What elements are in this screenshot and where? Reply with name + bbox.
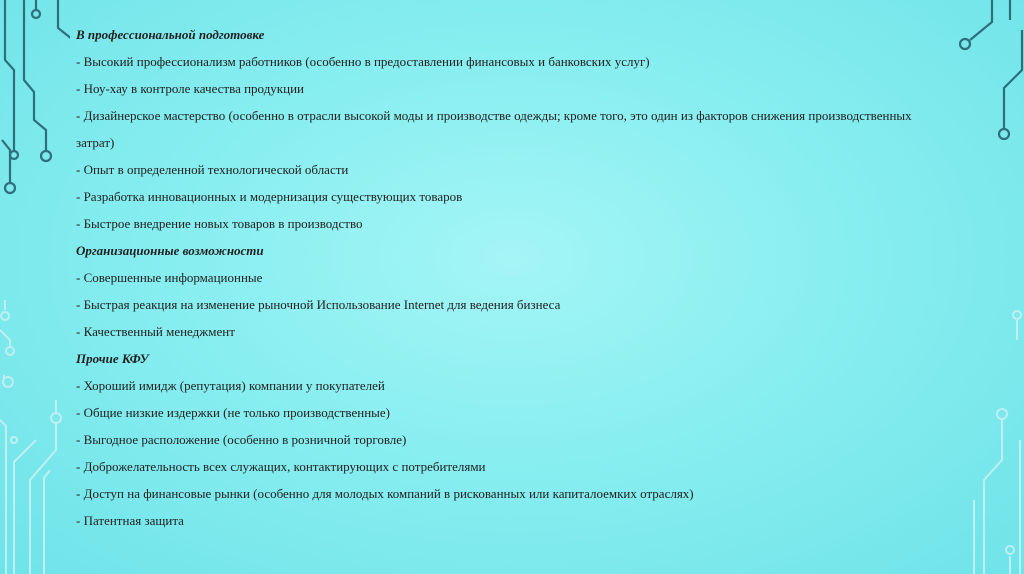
list-item: - Общие низкие издержки (не только производственные)	[76, 405, 390, 420]
circuit-decoration-right-icon	[954, 0, 1024, 574]
list-item: - Быстрая реакция на изменение рыночной Использование Internet для ведения бизнеса	[76, 297, 561, 312]
circuit-decoration-left-icon	[0, 0, 70, 574]
list-item: - Опыт в определенной технологической области	[76, 162, 349, 177]
slide-text-body	[76, 21, 936, 534]
list-item: - Качественный менеджмент	[76, 324, 235, 339]
list-item: - Разработка инновационных и модернизация существующих товаров	[76, 189, 463, 204]
section-heading-other: Прочие КФУ	[76, 351, 149, 366]
list-item: - Хороший имидж (репутация) компании у покупателей	[76, 378, 385, 393]
list-item: - Ноу-хау в контроле качества продукции	[76, 81, 304, 96]
list-item: - Дизайнерское мастерство (особенно в отрасли высокой моды и производстве одежды; кроме того, это один из факторов снижения производственных затрат)	[76, 108, 912, 150]
list-item: - Патентная защита	[76, 513, 184, 528]
list-item: - Быстрое внедрение новых товаров в производство	[76, 216, 363, 231]
list-item: - Доступ на финансовые рынки (особенно для молодых компаний в рискованных или капиталоемких отраслях)	[76, 486, 694, 501]
section-heading-organizational: Организационные возможности	[76, 243, 264, 258]
list-item: - Доброжелательность всех служащих, контактирующих с потребителями	[76, 459, 486, 474]
section-heading-training: В профессиональной подготовке	[76, 27, 265, 42]
list-item: - Совершенные информационные	[76, 270, 263, 285]
list-item: - Выгодное расположение (особенно в розничной торговле)	[76, 432, 407, 447]
list-item: - Высокий профессионализм работников (особенно в предоставлении финансовых и банковских услуг)	[76, 54, 650, 69]
